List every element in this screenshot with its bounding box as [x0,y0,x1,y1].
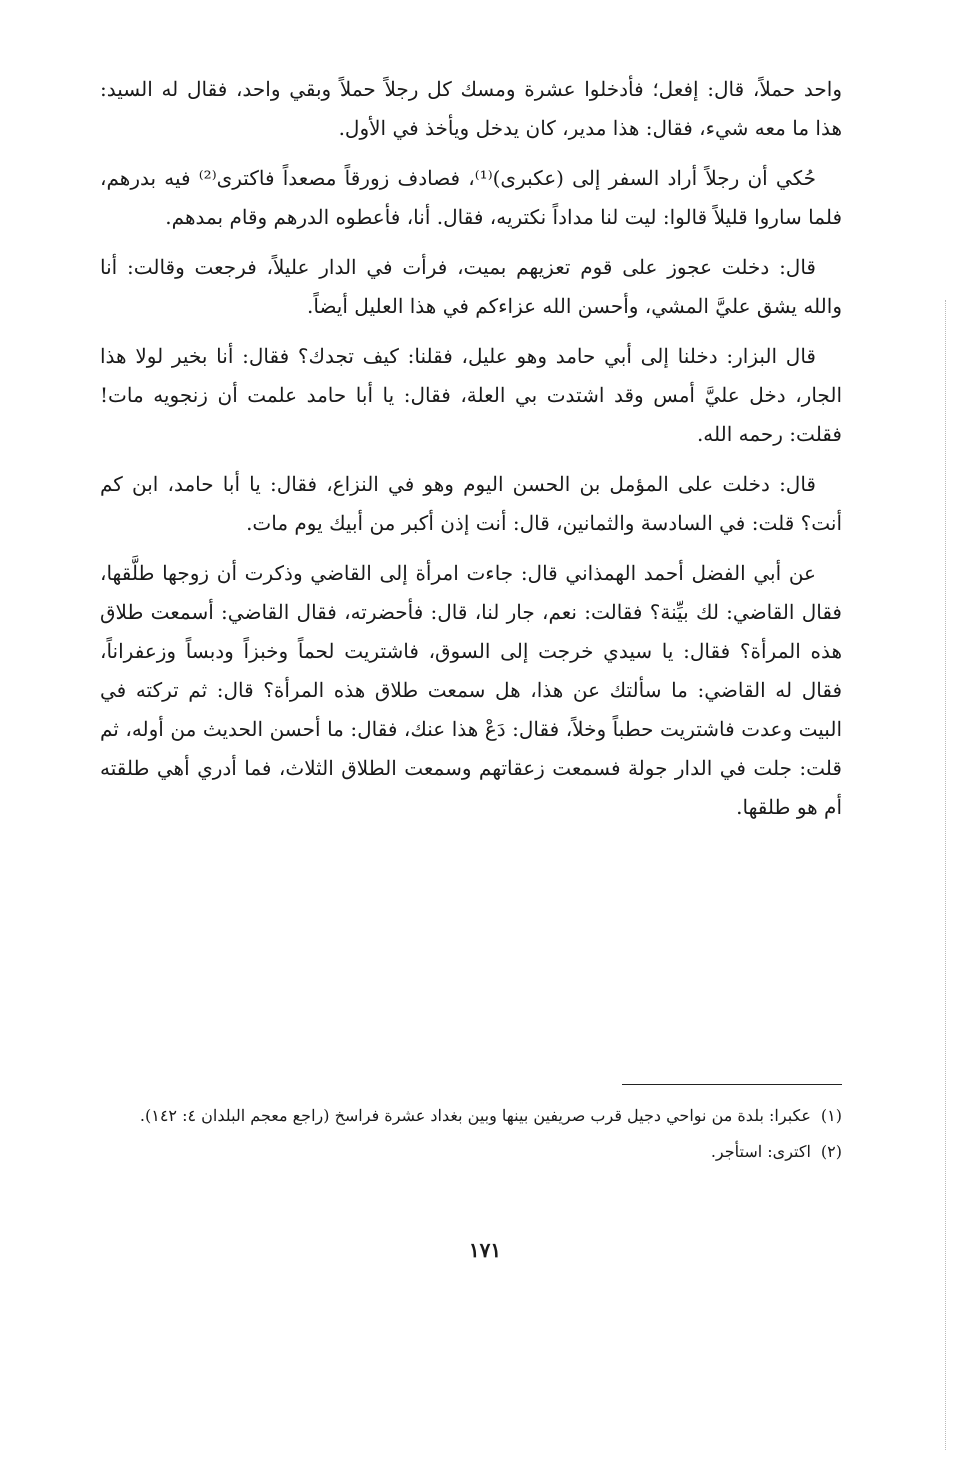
footnote-separator [622,1084,842,1085]
paragraph-continued: واحد حملاً، قال: إفعل؛ فأدخلوا عشرة ومسك كل رجلاً حملاً وبقي واحد، فقال له السيد: هذا ما معه شيء، فقال: هذا مدير، كان يدخل ويأخذ في الأول. [100,77,842,140]
scan-edge-line [945,300,946,1450]
page-number: ١٧١ [468,1238,502,1262]
footnote-1 [100,1101,842,1131]
paragraph-bazzar-anecdote: قال البزار: دخلنا إلى أبي حامد وهو عليل، فقلنا: كيف تجدك؟ فقال: أنا بخير لولا هذا الجار، دخل عليَّ أمس وقد اشتدت بي العلة، فقال: يا أبا حامد علمت أن زنجويه مات! فقلت: رحمه الله. [100,344,842,446]
footnote-marker: (١) [820,1106,842,1125]
body-text [100,70,842,838]
paragraph-muammal-anecdote: قال: دخلت على المؤمل بن الحسن اليوم وهو في النزاع، فقال: يا أبا حامد، ابن كم أنت؟ قلت: في السادسة والثمانين، قال: أنت إذن أكبر من أبيك يوم مات. [100,472,842,535]
paragraph-judge-anecdote: عن أبي الفضل أحمد الهمذاني قال: جاءت امرأة إلى القاضي وذكرت أن زوجها طلَّقها، فقال القاضي: لك بيِّنة؟ فقالت: نعم، جار لنا، قال: فأحضرته، فقال القاضي: أسمعت طلاق هذه المرأة؟ فقال: يا سيدي خرجت إلى السوق، فاشتريت لحماً وخبزاً ودبساً وزعفراناً، فقال له القاضي: ما سألتك عن هذا، هل سمعت طلاق هذه المرأة؟ قال: ثم تركته في البيت وعدت فاشتريت حطباً وخلاً، فقال: دَعْ هذا عنك، فقال: ما أحسن الحديث من أوله، ثم قلت: جلت في الدار جولة فسمعت زعقاتهم وسمعت الطلاق الثلاث، فما أدري أهي طلقته أم هو طلقها. [100,561,842,819]
paragraph-ukbara-anecdote: حُكي أن رجلاً أراد السفر إلى (عكبرى)⁽¹⁾، فصادف زورقاً مصعداً فاكترى⁽²⁾ فيه بدرهم، فلما ساروا قليلاً قالوا: ليت لنا مداداً نكتريه، فقال. أنا، فأعطوه الدرهم وقام بمدهم. [100,166,842,229]
footnote-2 [100,1137,842,1167]
paragraph-old-woman-anecdote: قال: دخلت عجوز على قوم تعزيهم بميت، فرأت في الدار عليلاً، فرجعت وقالت: أنا والله يشق عليَّ المشي، وأحسن الله عزاءكم في هذا العليل أيضاً. [100,255,842,318]
footnotes [100,1101,842,1173]
footnote-text: اكترى: استأجر. [710,1142,811,1161]
footnote-marker: (٢) [820,1142,842,1161]
footnote-text: عكبرا: بلدة من نواحي دجيل قرب صريفين بينها وبين بغداد عشرة فراسخ (راجع معجم البلدان ٤: ١٤٢). [139,1106,811,1125]
